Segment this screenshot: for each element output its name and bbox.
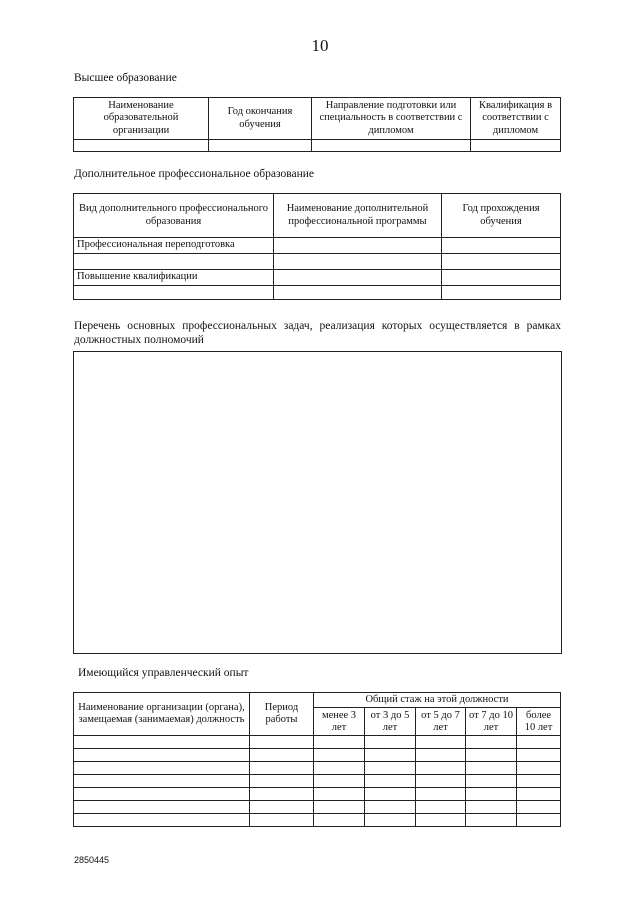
table-cell[interactable]: [416, 814, 466, 827]
table-cell[interactable]: [274, 254, 442, 270]
table-cell[interactable]: [517, 762, 561, 775]
additional-education-title: Дополнительное профессиональное образование: [74, 168, 314, 180]
table-cell[interactable]: [416, 749, 466, 762]
table-cell[interactable]: [442, 254, 561, 270]
header-3-5-years: от 3 до 5 лет: [365, 708, 416, 736]
table-cell[interactable]: [416, 736, 466, 749]
table-cell[interactable]: [250, 749, 314, 762]
table-cell[interactable]: [274, 286, 442, 300]
header-total-experience: Общий стаж на этой должности: [314, 693, 561, 708]
tasks-description: Перечень основных профессиональных задач, реализация которых осуществляется в рамках должностных полномочий: [74, 320, 561, 346]
table-cell[interactable]: [365, 775, 416, 788]
table-cell[interactable]: [517, 775, 561, 788]
table-cell[interactable]: [517, 801, 561, 814]
table-row: [74, 801, 561, 814]
table-cell[interactable]: [74, 749, 250, 762]
table-cell[interactable]: [314, 788, 365, 801]
table-cell[interactable]: [74, 762, 250, 775]
header-graduation-year: Год окончания обучения: [209, 98, 312, 140]
header-organization-position: Наименование организации (органа), замещаемая (занимаемая) должность: [74, 693, 250, 736]
table-cell[interactable]: [74, 775, 250, 788]
table-cell[interactable]: [250, 814, 314, 827]
table-row: [74, 736, 561, 749]
header-completion-year: Год прохождения обучения: [442, 194, 561, 238]
higher-education-table: [73, 97, 561, 152]
table-cell[interactable]: [365, 788, 416, 801]
table-row: [74, 814, 561, 827]
page-number: 10: [311, 36, 329, 55]
table-row: [74, 775, 561, 788]
table-cell[interactable]: [466, 749, 517, 762]
table-cell[interactable]: [517, 736, 561, 749]
tasks-text-area[interactable]: [73, 351, 562, 654]
table-cell[interactable]: [466, 788, 517, 801]
table-cell[interactable]: [250, 788, 314, 801]
table-cell[interactable]: [209, 140, 312, 152]
table-cell[interactable]: [250, 762, 314, 775]
table-cell[interactable]: [466, 801, 517, 814]
header-program-name: Наименование дополнительной профессиональной программы: [274, 194, 442, 238]
table-cell[interactable]: [312, 140, 471, 152]
table-cell[interactable]: [274, 238, 442, 254]
header-5-7-years: от 5 до 7 лет: [416, 708, 466, 736]
management-experience-title: Имеющийся управленческий опыт: [78, 667, 249, 679]
table-cell[interactable]: [314, 814, 365, 827]
table-cell[interactable]: [74, 814, 250, 827]
table-cell[interactable]: [314, 775, 365, 788]
table-cell[interactable]: [365, 736, 416, 749]
table-cell[interactable]: [314, 736, 365, 749]
header-less-3-years: менее 3 лет: [314, 708, 365, 736]
header-work-period: Период работы: [250, 693, 314, 736]
table-cell[interactable]: [250, 775, 314, 788]
header-more-10-years: более 10 лет: [517, 708, 561, 736]
header-organization: Наименование образовательной организации: [74, 98, 209, 140]
table-cell[interactable]: [471, 140, 561, 152]
table-cell[interactable]: [314, 801, 365, 814]
table-cell[interactable]: [365, 749, 416, 762]
table-cell[interactable]: [517, 788, 561, 801]
table-cell[interactable]: [74, 286, 274, 300]
table-cell[interactable]: [416, 801, 466, 814]
table-cell[interactable]: [442, 238, 561, 254]
table-cell[interactable]: [442, 286, 561, 300]
table-cell[interactable]: [74, 254, 274, 270]
table-row: [74, 762, 561, 775]
table-cell[interactable]: [365, 814, 416, 827]
row-label-advanced-training: Повышение квалификации: [74, 270, 274, 286]
header-qualification: Квалификация в соответствии с дипломом: [471, 98, 561, 140]
table-cell[interactable]: [517, 749, 561, 762]
header-specialty: Направление подготовки или специальность в соответствии с дипломом: [312, 98, 471, 140]
table-cell[interactable]: [466, 814, 517, 827]
table-cell[interactable]: [250, 736, 314, 749]
table-cell[interactable]: [74, 801, 250, 814]
table-cell[interactable]: [365, 801, 416, 814]
table-cell[interactable]: [74, 736, 250, 749]
management-experience-table: [73, 692, 561, 827]
table-cell[interactable]: [517, 814, 561, 827]
table-cell[interactable]: [416, 762, 466, 775]
table-row: [74, 749, 561, 762]
row-label-retraining: Профессиональная переподготовка: [74, 238, 274, 254]
table-cell[interactable]: [416, 788, 466, 801]
table-cell[interactable]: [274, 270, 442, 286]
table-cell[interactable]: [74, 140, 209, 152]
table-row: [74, 788, 561, 801]
header-7-10-years: от 7 до 10 лет: [466, 708, 517, 736]
table-cell[interactable]: [466, 762, 517, 775]
document-code: 2850445: [74, 855, 110, 865]
table-cell[interactable]: [314, 749, 365, 762]
higher-education-title: Высшее образование: [74, 72, 177, 84]
table-cell[interactable]: [250, 801, 314, 814]
table-cell[interactable]: [466, 775, 517, 788]
table-cell[interactable]: [442, 270, 561, 286]
header-education-type: Вид дополнительного профессионального образования: [74, 194, 274, 238]
table-cell[interactable]: [74, 788, 250, 801]
table-cell[interactable]: [416, 775, 466, 788]
additional-education-table: [73, 193, 561, 300]
table-cell[interactable]: [314, 762, 365, 775]
table-cell[interactable]: [365, 762, 416, 775]
table-cell[interactable]: [466, 736, 517, 749]
